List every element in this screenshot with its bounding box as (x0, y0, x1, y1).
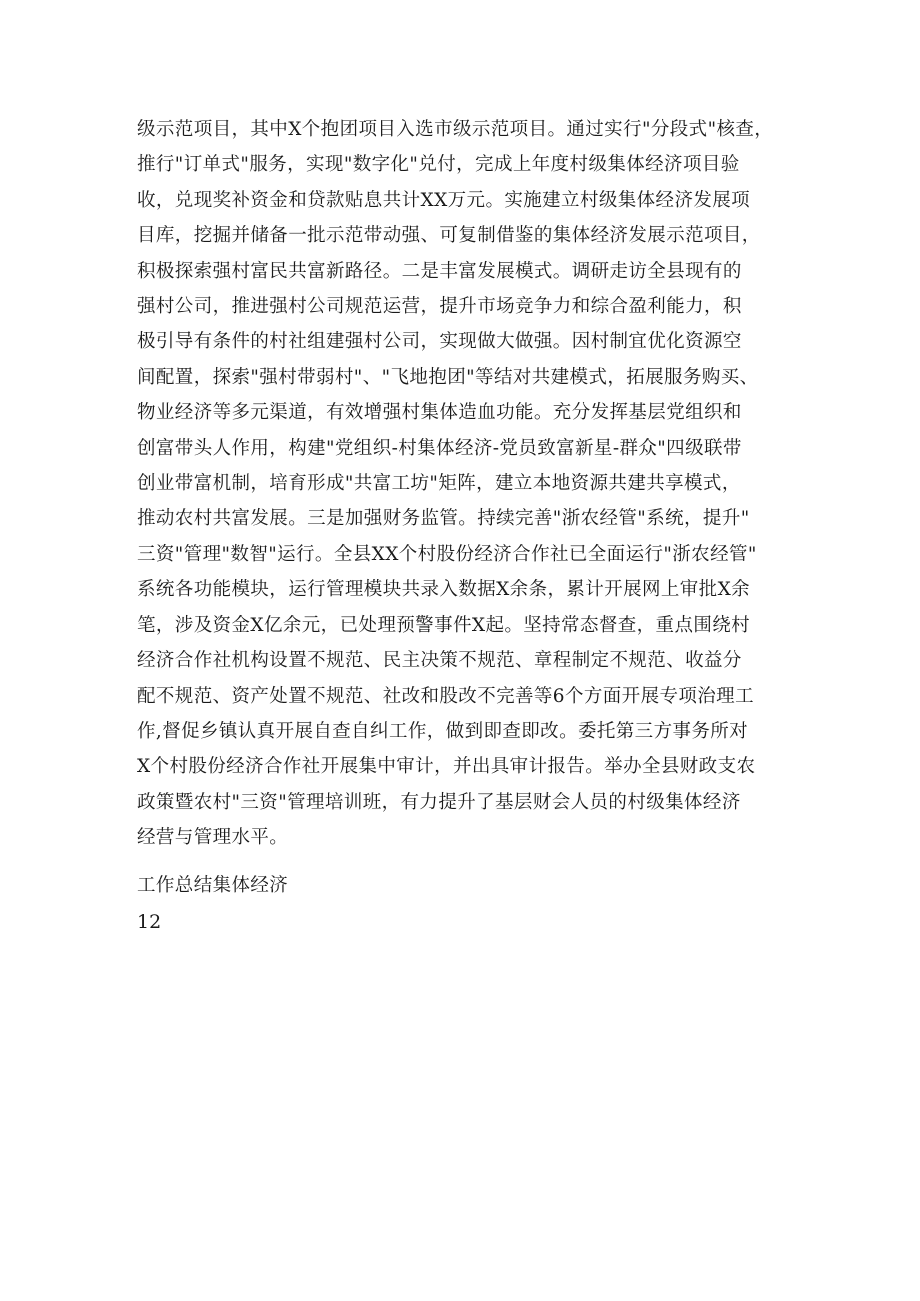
page-number: 12 (137, 911, 162, 933)
body-paragraph: 级示范项目，其中X个抱团项目入选市级示范项目。通过实行"分段式"核查， 推行"订单式"服务，实现"数字化"兑付，完成上年度村级集体经济项目验 收，兑现奖补资金和贷款贴息共计XX万元。实施建立村级集体经济发展项 目库，挖掘并储备一批示范带动强、可复制借鉴的集体经济发展示范项目， 积极探索强村富民共富新路径。二是丰富发展模式。调研走访全县现有的 强村公司，推进强村公司规范运营，提升市场竞争力和综合盈利能力，积 极引导有条件的村社组建强村公司，实现做大做强。因村制宜优化资源空 间配置，探索"强村带弱村"、"飞地抱团"等结对共建模式，拓展服务购买、 物业经济等多元渠道，有效增强村集体造血功能。充分发挥基层党组织和 创富带头人作用，构建"党组织-村集体经济-党员致富新星-群众"四级联带 创业带富机制，培育形成"共富工坊"矩阵，建立本地资源共建共享模式， 推动农村共富发展。三是加强财务监管。持续完善"浙农经管"系统，提升" 三资"管理"数智"运行。全县XX个村股份经济合作社已全面运行"浙农经管" 系统各功能模块，运行管理模块共录入数据X余条，累计开展网上审批X余 笔，涉及资金X亿余元，已处理预警事件X起。坚持常态督查，重点围绕村 经济合作社机构设置不规范、民主决策不规范、章程制定不规范、收益分 配不规范、资产处置不规范、社改和股改不完善等6个方面开展专项治理工 作,督促乡镇认真开展自查自纠工作，做到即查即改。委托第三方事务所对 X个村股份经济合作社开展集中审计，并出具审计报告。举办全县财政支农 政策暨农村"三资"管理培训班，有力提升了基层财会人员的村级集体经济 经营与管理水平。 (137, 119, 774, 849)
footer-title: 工作总结集体经济 (137, 875, 289, 896)
